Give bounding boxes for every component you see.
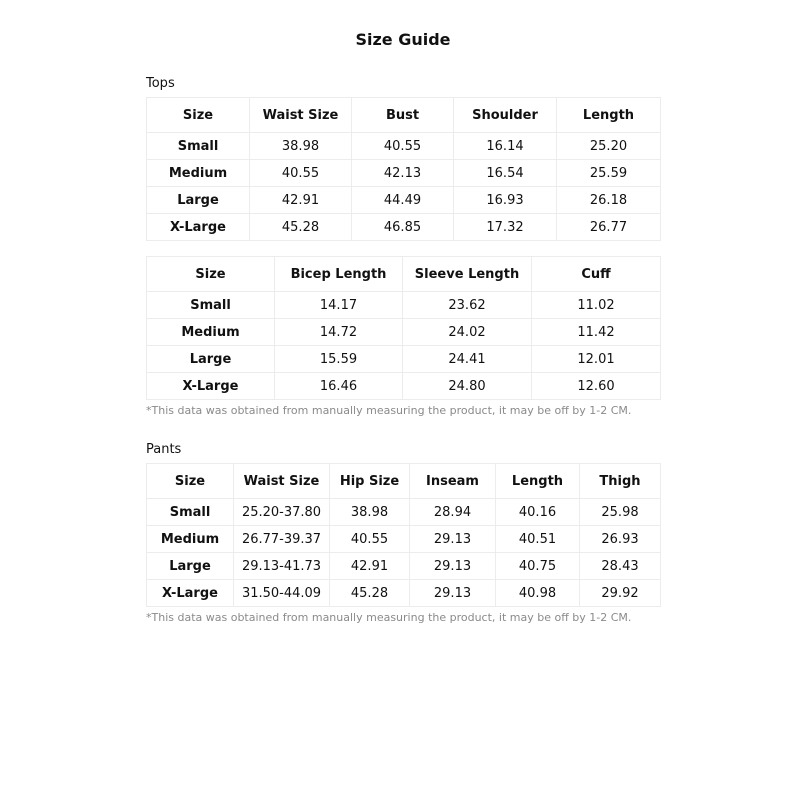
measurement-cell: 11.42 (532, 319, 661, 346)
measurement-cell: 40.55 (250, 160, 352, 187)
pants-measurement-note: *This data was obtained from manually measuring the product, it may be off by 1-2 CM. (146, 611, 632, 624)
size-cell: Large (147, 187, 250, 214)
measurement-cell: 26.93 (580, 526, 661, 553)
measurement-cell: 12.60 (532, 373, 661, 400)
table-row (147, 346, 661, 373)
measurement-cell: 17.32 (454, 214, 557, 241)
column-header: Inseam (410, 464, 496, 499)
measurement-cell: 11.02 (532, 292, 661, 319)
measurement-cell: 46.85 (352, 214, 454, 241)
pants-section-label: Pants (146, 442, 182, 457)
measurement-cell: 29.92 (580, 580, 661, 607)
measurement-cell: 26.18 (557, 187, 661, 214)
measurement-cell: 29.13 (410, 526, 496, 553)
table-row (147, 553, 661, 580)
column-header: Size (147, 257, 275, 292)
column-header: Size (147, 464, 234, 499)
size-cell: Large (147, 553, 234, 580)
column-header: Sleeve Length (403, 257, 532, 292)
measurement-cell: 24.02 (403, 319, 532, 346)
measurement-cell: 25.98 (580, 499, 661, 526)
size-cell: X-Large (147, 373, 275, 400)
measurement-cell: 26.77 (557, 214, 661, 241)
measurement-cell: 40.16 (496, 499, 580, 526)
measurement-cell: 40.75 (496, 553, 580, 580)
page-title: Size Guide (355, 30, 451, 49)
measurement-cell: 16.54 (454, 160, 557, 187)
table-row (147, 526, 661, 553)
measurement-cell: 38.98 (330, 499, 410, 526)
measurement-cell: 16.46 (275, 373, 403, 400)
measurement-cell: 40.51 (496, 526, 580, 553)
table-row (147, 160, 661, 187)
column-header: Thigh (580, 464, 661, 499)
column-header: Waist Size (250, 98, 352, 133)
measurement-cell: 14.72 (275, 319, 403, 346)
measurement-cell: 31.50-44.09 (234, 580, 330, 607)
measurement-cell: 40.55 (352, 133, 454, 160)
tops-measurements-table (146, 97, 661, 241)
measurement-cell: 24.80 (403, 373, 532, 400)
size-cell: X-Large (147, 214, 250, 241)
measurement-cell: 14.17 (275, 292, 403, 319)
table-row (147, 292, 661, 319)
measurement-cell: 38.98 (250, 133, 352, 160)
size-cell: X-Large (147, 580, 234, 607)
measurement-cell: 25.20-37.80 (234, 499, 330, 526)
measurement-cell: 40.98 (496, 580, 580, 607)
size-cell: Large (147, 346, 275, 373)
table-row (147, 319, 661, 346)
column-header: Bicep Length (275, 257, 403, 292)
table-row (147, 133, 661, 160)
measurement-cell: 42.91 (330, 553, 410, 580)
measurement-cell: 29.13-41.73 (234, 553, 330, 580)
table-row (147, 373, 661, 400)
column-header: Cuff (532, 257, 661, 292)
measurement-cell: 42.91 (250, 187, 352, 214)
measurement-cell: 28.43 (580, 553, 661, 580)
column-header: Bust (352, 98, 454, 133)
size-cell: Medium (147, 526, 234, 553)
table-row (147, 499, 661, 526)
measurement-cell: 28.94 (410, 499, 496, 526)
measurement-cell: 40.55 (330, 526, 410, 553)
tops-sleeve-table (146, 256, 661, 400)
measurement-cell: 25.20 (557, 133, 661, 160)
measurement-cell: 16.14 (454, 133, 557, 160)
column-header: Waist Size (234, 464, 330, 499)
measurement-cell: 45.28 (250, 214, 352, 241)
size-cell: Small (147, 133, 250, 160)
size-cell: Small (147, 499, 234, 526)
measurement-cell: 42.13 (352, 160, 454, 187)
measurement-cell: 12.01 (532, 346, 661, 373)
column-header: Length (557, 98, 661, 133)
measurement-cell: 24.41 (403, 346, 532, 373)
column-header: Size (147, 98, 250, 133)
header-row (147, 464, 661, 499)
measurement-cell: 26.77-39.37 (234, 526, 330, 553)
table-row (147, 214, 661, 241)
header-row (147, 98, 661, 133)
tops-measurement-note: *This data was obtained from manually measuring the product, it may be off by 1-2 CM. (146, 404, 632, 417)
size-cell: Medium (147, 319, 275, 346)
measurement-cell: 44.49 (352, 187, 454, 214)
column-header: Length (496, 464, 580, 499)
column-header: Hip Size (330, 464, 410, 499)
size-cell: Small (147, 292, 275, 319)
tops-section-label: Tops (146, 76, 175, 91)
table-row (147, 580, 661, 607)
size-cell: Medium (147, 160, 250, 187)
measurement-cell: 25.59 (557, 160, 661, 187)
header-row (147, 257, 661, 292)
measurement-cell: 23.62 (403, 292, 532, 319)
table-row (147, 187, 661, 214)
measurement-cell: 16.93 (454, 187, 557, 214)
column-header: Shoulder (454, 98, 557, 133)
pants-measurements-table (146, 463, 661, 607)
measurement-cell: 29.13 (410, 553, 496, 580)
measurement-cell: 29.13 (410, 580, 496, 607)
measurement-cell: 15.59 (275, 346, 403, 373)
measurement-cell: 45.28 (330, 580, 410, 607)
